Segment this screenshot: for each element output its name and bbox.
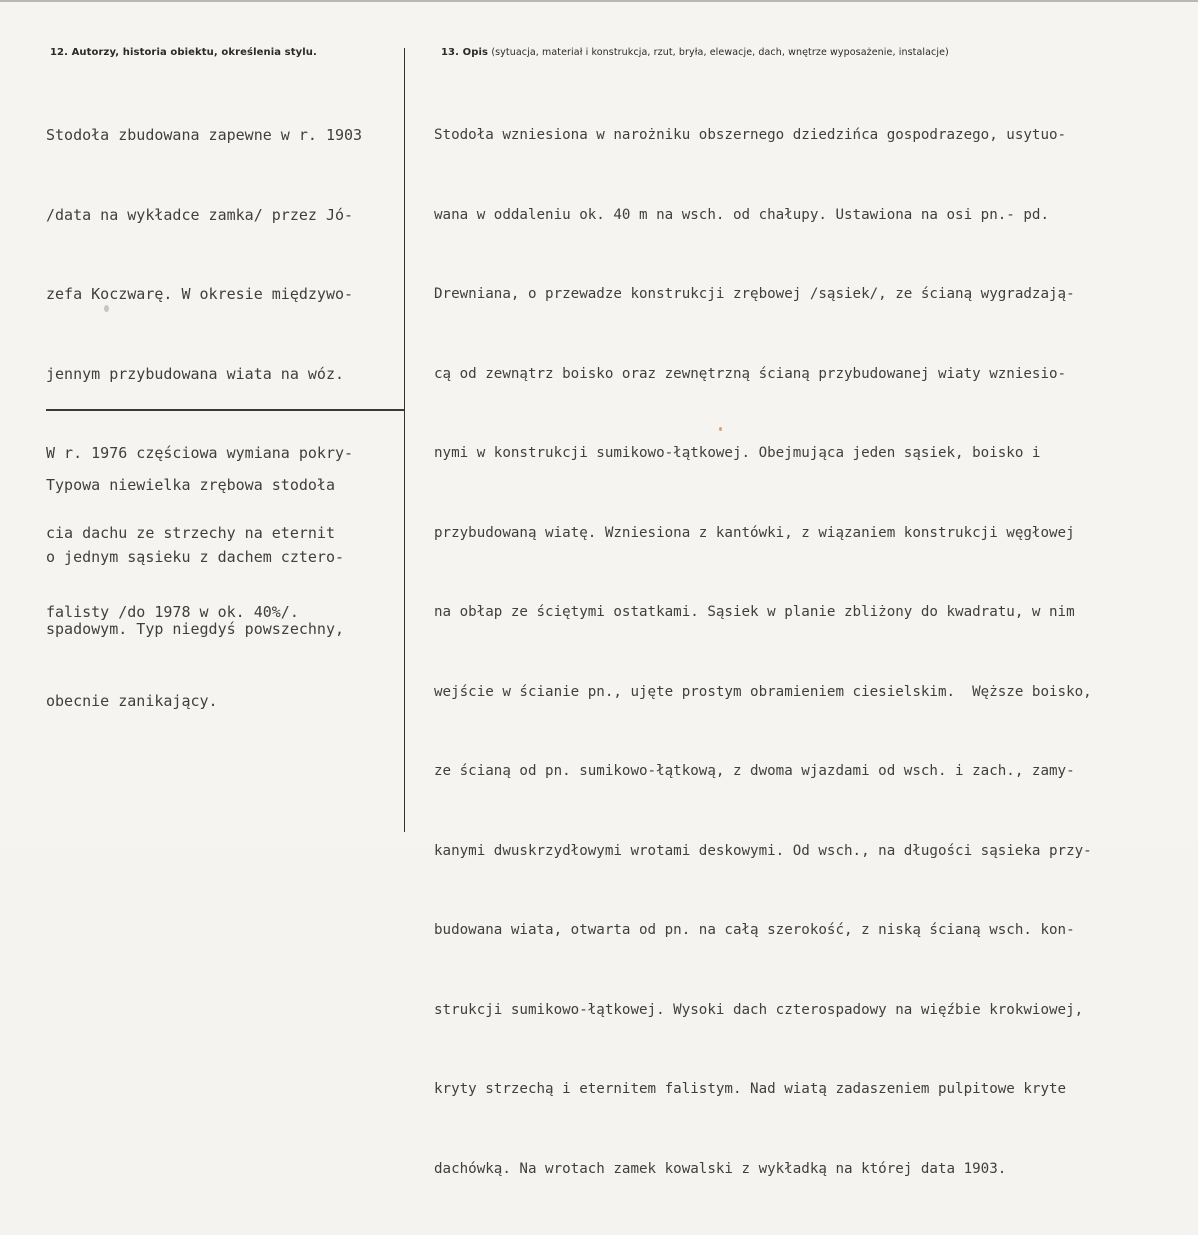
section-13-line: dachówką. Na wrotach zamek kowalski z wykładką na której data 1903. xyxy=(434,1160,1007,1177)
section-13-line: strukcji sumikowo-łątkowej. Wysoki dach czterospadowy na więźbie krokwiowej, xyxy=(434,1001,1084,1018)
section-13-line: kryty strzechą i eternitem falistym. Nad wiatą zadaszeniem pulpitowe kryte xyxy=(434,1081,1067,1097)
section-13-line: Drewniana, o przewadze konstrukcji zrębowej /sąsiek/, ze ścianą wygradzają- xyxy=(434,286,1075,302)
column-divider xyxy=(404,48,405,832)
section-13-line: Stodoła wzniesiona w narożniku obszernego dziedzińca gospodrazego, usytuo- xyxy=(434,127,1067,143)
section-13-line: ze ścianą od pn. sumikowo-łątkową, z dwoma wjazdami od wsch. i zach., zamy- xyxy=(434,763,1075,779)
section-12-line: jennym przybudowana wiata na wóz. xyxy=(46,364,345,383)
section-13-line: przybudowaną wiatę. Wzniesiona z kantówki, z wiązaniem konstrukcji węgłowej xyxy=(434,524,1075,541)
section-12-line: Stodoła zbudowana zapewne w r. 1903 xyxy=(46,126,363,144)
style-note-line: Typowa niewielka zrębowa stodoła xyxy=(46,476,335,494)
section-13-heading xyxy=(441,47,949,58)
section-13-line: cą od zewnątrz boisko oraz zewnętrzną ścianą przybudowanej wiaty wzniesio- xyxy=(434,365,1067,382)
section-13-line: na obłap ze ściętymi ostatkami. Sąsiek w planie zbliżony do kwadratu, w nim xyxy=(434,604,1075,620)
style-note-line: o jednym sąsieku z dachem cztero- xyxy=(46,548,345,566)
style-note-line: obecnie zanikający. xyxy=(46,692,218,710)
section-12-line: W r. 1976 częściowa wymiana pokry- xyxy=(46,444,354,462)
paper-speck xyxy=(719,427,722,431)
section-13-line: kanymi dwuskrzydłowymi wrotami deskowymi. Od wsch., na długości sąsieka przy- xyxy=(434,842,1092,859)
section-13-line: wejście w ścianie pn., ujęte prostym obramieniem ciesielskim. Węższe boisko, xyxy=(434,683,1092,700)
section-13-heading-subtitle: (sytuacja, materiał i konstrukcja, rzut, bryła, elewacje, dach, wnętrze wyposażenie, instalacje) xyxy=(491,47,949,58)
section-12-heading: 12. Autorzy, historia obiektu, określenia stylu. xyxy=(50,47,317,58)
style-note-text xyxy=(46,425,344,761)
style-note-line: spadowym. Typ niegdyś powszechny, xyxy=(46,620,345,638)
paper-speck xyxy=(104,305,109,312)
section-13-heading-lead: 13. Opis xyxy=(441,47,489,58)
section-13-line: budowana wiata, otwarta od pn. na całą szerokość, z niską ścianą wsch. kon- xyxy=(434,922,1075,938)
section-13-line: wana w oddaleniu ok. 40 m na wsch. od chałupy. Ustawiona na osi pn.- pd. xyxy=(434,206,1049,223)
section-12-line: /data na wykładce zamka/ przez Jó- xyxy=(46,205,354,224)
section-13-text xyxy=(434,69,1092,1235)
section-13-line: nymi w konstrukcji sumikowo-łątkowej. Obejmująca jeden sąsiek, boisko i xyxy=(434,445,1041,461)
section-12-line: falisty /do 1978 w ok. 40%/. xyxy=(46,603,299,621)
section-12-line: cia dachu ze strzechy na eternit xyxy=(46,523,335,542)
section-12-line: zefa Koczwarę. W okresie międzywo- xyxy=(46,285,354,303)
